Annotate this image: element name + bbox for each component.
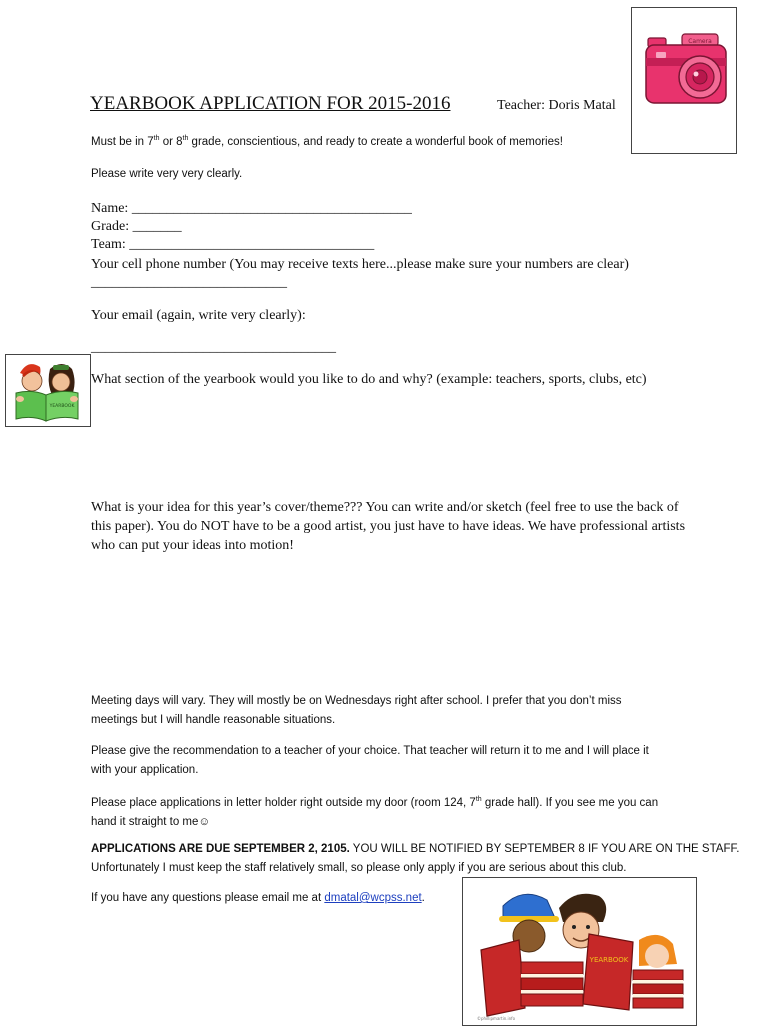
instruction-text: Please write very very clearly. (91, 168, 243, 180)
contact-text: If you have any questions please email me at dmatal@wcpss.net. (91, 892, 425, 904)
document-title: YEARBOOK APPLICATION FOR 2015-2016 (90, 93, 451, 114)
meeting-info: Meeting days will vary. They will mostly be on Wednesdays right after school. I prefer that you don’t miss meetings but I will handle reasonable situations. (91, 695, 622, 726)
yearbook-kids-clipart-frame (462, 877, 697, 1026)
teacher-name: Teacher: Doris Matal (497, 98, 616, 113)
staff-size-note: Unfortunately I must keep the staff relatively small, so please only apply if you are serious about this club. (91, 862, 627, 874)
clipart-credit: ©phillipmartin.info (477, 1016, 516, 1021)
recommendation-info: Please give the recommendation to a teacher of your choice. That teacher will return it to me and I will place it with your application. (91, 745, 649, 776)
team-field: Team: ___________________________________ (91, 237, 375, 252)
cover-theme-question: What is your idea for this year’s cover/theme??? You can write and/or sketch (feel free to use the back of this paper). You do NOT have to be a good artist, you just have to have ideas. We have professional artists who can put your ideas into motion! (91, 500, 686, 553)
yearbook-cover-label: YEARBOOK (589, 956, 629, 964)
section-question: What section of the yearbook would you like to do and why? (example: teachers, sports, clubs, etc) (91, 372, 647, 387)
camera-icon (632, 8, 736, 153)
placement-info: Please place applications in letter holder right outside my door (room 124, 7th grade hall). If you see me you can hand it straight to me☺ (91, 796, 659, 828)
camera-clipart-frame (631, 7, 737, 154)
due-date-notice: APPLICATIONS ARE DUE SEPTEMBER 2, 2105. YOU WILL BE NOTIFIED BY SEPTEMBER 8 IF YOU ARE ON THE STAFF. (91, 843, 740, 855)
book-cover-label: YEARBOOK (49, 404, 75, 409)
kids-with-books-icon (463, 878, 696, 1025)
kids-reading-icon (6, 355, 90, 426)
cell-phone-line: ____________________________ (91, 275, 287, 290)
smiley-icon: ☺ (198, 815, 211, 828)
kids-reading-clipart-frame (5, 354, 91, 427)
camera-label: Camera (688, 38, 712, 45)
email-label: Your email (again, write very clearly): (91, 308, 306, 323)
cell-phone-label: Your cell phone number (You may receive texts here...please make sure your numbers are clear) (91, 257, 629, 272)
grade-field: Grade: _______ (91, 219, 182, 234)
email-line: ___________________________________ (91, 340, 336, 355)
email-link[interactable]: dmatal@wcpss.net (324, 892, 422, 904)
name-field: Name: ________________________________________ (91, 201, 412, 216)
eligibility-text: Must be in 7th or 8th grade, conscientious, and ready to create a wonderful book of memories! (91, 135, 563, 148)
